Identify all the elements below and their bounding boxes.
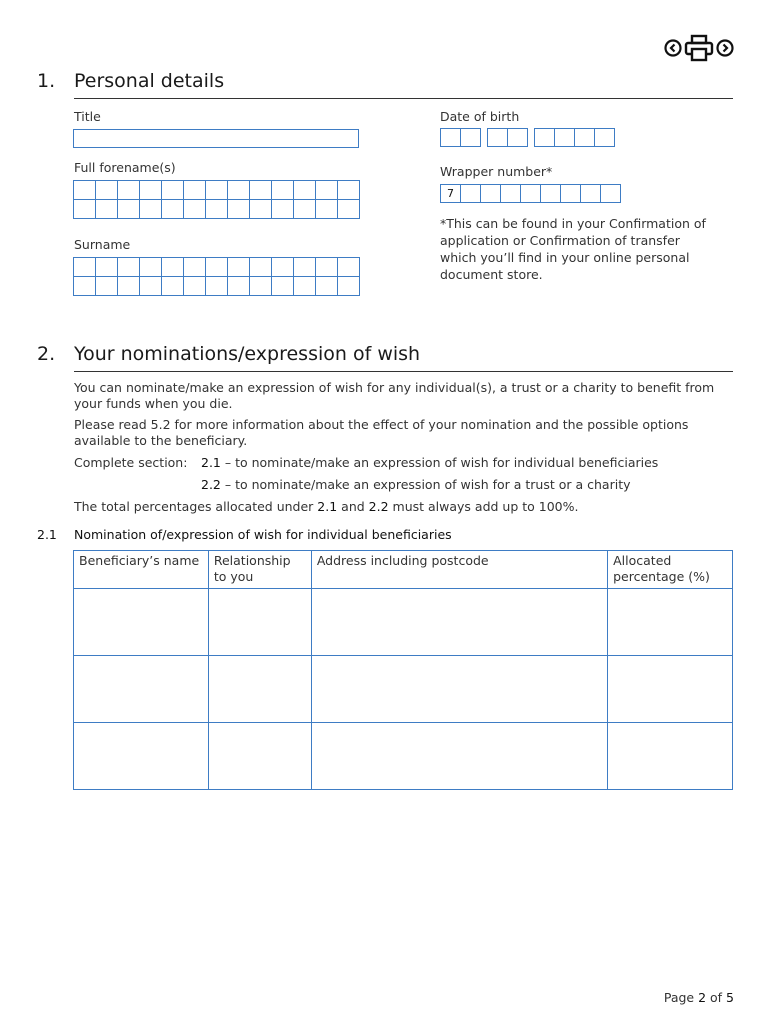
wrapper-number-cell[interactable] (600, 184, 621, 203)
char-box[interactable] (293, 257, 316, 277)
char-box[interactable] (227, 276, 250, 296)
char-box[interactable] (161, 257, 184, 277)
surname-label: Surname (74, 237, 131, 252)
info-paragraph: Please read 5.2 for more information about the effect of your nomination and the possible options available to the beneficiary. (74, 417, 689, 448)
section-2-1-number: 2.1 (37, 527, 57, 542)
beneficiary-name-input[interactable] (74, 656, 209, 723)
beneficiary-name-input[interactable] (74, 723, 209, 790)
complete-section-label: Complete section: (74, 455, 188, 470)
char-box[interactable] (161, 180, 184, 200)
total-ref-2-2: 2.2 (368, 499, 389, 514)
current-page: 2 (698, 990, 707, 1005)
header-beneficiary-name: Beneficiary’s name (74, 551, 209, 589)
option-2-1-text: – to nominate/make an expression of wish for individual beneficiaries (220, 455, 659, 470)
forenames-label: Full forename(s) (74, 160, 176, 175)
section-1-number: 1. (37, 70, 56, 92)
address-input[interactable] (311, 656, 607, 723)
char-box[interactable] (337, 276, 360, 296)
relationship-input[interactable] (208, 589, 311, 656)
option-2-2-text: – to nominate/make an expression of wish for a trust or a charity (220, 477, 631, 492)
title-label: Title (74, 109, 101, 124)
char-box[interactable] (161, 276, 184, 296)
char-box[interactable] (205, 199, 228, 219)
char-box[interactable] (293, 180, 316, 200)
wrapper-number-cell[interactable] (540, 184, 561, 203)
total-text-post: must always add up to 100%. (388, 499, 579, 514)
char-box[interactable] (183, 276, 206, 296)
section-2-number: 2. (37, 343, 56, 365)
dob-month-cell[interactable] (487, 128, 508, 147)
percentage-input[interactable] (608, 589, 733, 656)
char-box[interactable] (139, 257, 162, 277)
total-text-mid: and (337, 499, 369, 514)
wrapper-number-cell[interactable] (460, 184, 481, 203)
char-box[interactable] (117, 199, 140, 219)
address-input[interactable] (311, 589, 607, 656)
surname-field[interactable] (73, 257, 359, 295)
char-box[interactable] (337, 257, 360, 277)
char-box[interactable] (315, 180, 338, 200)
char-box[interactable] (95, 257, 118, 277)
char-box[interactable] (205, 180, 228, 200)
section-2-title: Your nominations/expression of wish (74, 343, 421, 365)
forenames-field[interactable] (73, 180, 359, 218)
page-nav (664, 34, 734, 62)
char-box[interactable] (337, 199, 360, 219)
dob-year-cell[interactable] (594, 128, 615, 147)
char-box[interactable] (95, 276, 118, 296)
chevron-left-circle-icon[interactable] (664, 39, 682, 57)
char-box[interactable] (249, 276, 272, 296)
relationship-input[interactable] (208, 656, 311, 723)
dob-year-cell[interactable] (574, 128, 595, 147)
char-box[interactable] (315, 199, 338, 219)
beneficiary-name-input[interactable] (74, 589, 209, 656)
wrapper-number-cell[interactable] (560, 184, 581, 203)
char-box[interactable] (315, 257, 338, 277)
printer-icon[interactable] (684, 34, 714, 62)
char-box[interactable] (183, 199, 206, 219)
char-box[interactable] (227, 180, 250, 200)
header-address: Address including postcode (311, 551, 607, 589)
dob-field[interactable] (440, 128, 614, 147)
char-box[interactable] (249, 180, 272, 200)
char-box[interactable] (73, 199, 96, 219)
char-box[interactable] (315, 276, 338, 296)
char-box[interactable] (271, 180, 294, 200)
option-2-1 (201, 455, 658, 470)
total-text-pre: The total percentages allocated under (74, 499, 318, 514)
percentage-input[interactable] (608, 723, 733, 790)
page-word: Page (663, 990, 699, 1005)
wrapper-number-cell[interactable] (480, 184, 501, 203)
char-box[interactable] (117, 180, 140, 200)
char-box[interactable] (73, 276, 96, 296)
wrapper-number-cell[interactable] (580, 184, 601, 203)
char-box[interactable] (117, 276, 140, 296)
char-box[interactable] (73, 180, 96, 200)
beneficiaries-table (73, 550, 733, 790)
dob-label: Date of birth (440, 109, 520, 124)
dob-day-cell[interactable] (440, 128, 461, 147)
wrapper-number-note: *This can be found in your Confirmation of application or Confirmation of transfer which you’ll find in your online personal document store. (440, 216, 706, 282)
section-1-title: Personal details (74, 70, 225, 92)
char-box[interactable] (249, 257, 272, 277)
total-pages: 5 (726, 990, 734, 1005)
wrapper-number-field[interactable] (440, 184, 620, 203)
dob-year-cell[interactable] (534, 128, 555, 147)
char-box[interactable] (117, 257, 140, 277)
header-allocated-percentage: Allocated percentage (%) (608, 551, 733, 589)
char-box[interactable] (183, 180, 206, 200)
total-percentages-note (74, 499, 578, 514)
address-input[interactable] (311, 723, 607, 790)
wrapper-number-label: Wrapper number* (440, 164, 553, 179)
intro-paragraph: You can nominate/make an expression of wish for any individual(s), a trust or a charity to benefit from your funds when you die. (74, 380, 715, 411)
dob-year-cell[interactable] (554, 128, 575, 147)
table-row (74, 723, 733, 790)
char-box[interactable] (205, 257, 228, 277)
dob-month-cell[interactable] (507, 128, 528, 147)
option-2-1-number: 2.1 (201, 455, 221, 470)
title-field[interactable] (73, 129, 359, 148)
char-box[interactable] (249, 199, 272, 219)
dob-day-cell[interactable] (460, 128, 481, 147)
char-box[interactable] (205, 276, 228, 296)
of-word: of (706, 990, 727, 1005)
wrapper-number-prefix: 7 (440, 184, 461, 203)
char-box[interactable] (293, 199, 316, 219)
option-2-2 (201, 477, 631, 492)
char-box[interactable] (271, 199, 294, 219)
char-box[interactable] (95, 199, 118, 219)
total-ref-2-1: 2.1 (317, 499, 338, 514)
char-box[interactable] (227, 257, 250, 277)
percentage-input[interactable] (608, 656, 733, 723)
table-header-row (74, 551, 733, 589)
char-box[interactable] (139, 180, 162, 200)
chevron-right-circle-icon[interactable] (716, 39, 734, 57)
char-box[interactable] (139, 199, 162, 219)
section-1-divider (74, 98, 733, 99)
char-box[interactable] (337, 180, 360, 200)
char-box[interactable] (271, 276, 294, 296)
char-box[interactable] (73, 257, 96, 277)
option-2-2-number: 2.2 (201, 477, 221, 492)
char-box[interactable] (161, 199, 184, 219)
section-2-1-title: Nomination of/expression of wish for individual beneficiaries (74, 527, 452, 542)
char-box[interactable] (293, 276, 316, 296)
page-number (664, 990, 734, 1005)
relationship-input[interactable] (208, 723, 311, 790)
wrapper-number-cell[interactable] (520, 184, 541, 203)
char-box[interactable] (95, 180, 118, 200)
char-box[interactable] (183, 257, 206, 277)
header-relationship: Relationship to you (208, 551, 311, 589)
table-row (74, 589, 733, 656)
char-box[interactable] (139, 276, 162, 296)
wrapper-number-cell[interactable] (500, 184, 521, 203)
char-box[interactable] (227, 199, 250, 219)
section-2-divider (74, 371, 733, 372)
table-row (74, 656, 733, 723)
char-box[interactable] (271, 257, 294, 277)
